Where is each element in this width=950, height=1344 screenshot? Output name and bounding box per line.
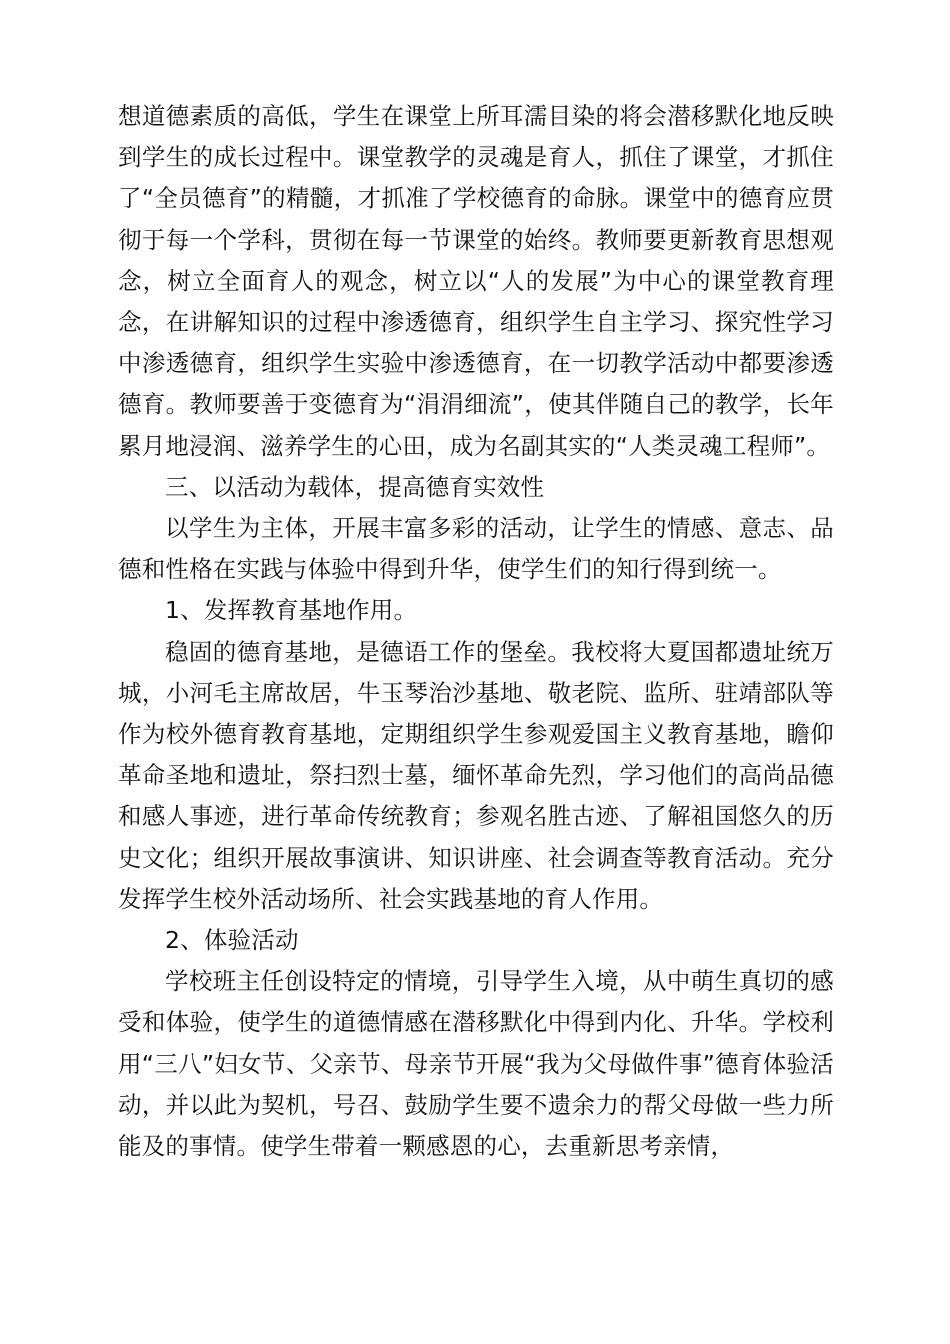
document-body bbox=[118, 96, 834, 1167]
paragraph-base: 稳固的德育基地，是德语工作的堡垒。我校将大夏国都遗址统万城，小河毛主席故居，牛玉琴治沙基地、敬老院、监所、驻靖部队等作为校外德育教育基地，定期组织学生参观爱国主义教育基地，瞻仰革命圣地和遗址，祭扫烈士墓，缅怀革命先烈，学习他们的高尚品德和感人事迹，进行革命传统教育；参观名胜古迹、了解祖国悠久的历史文化；组织开展故事演讲、知识讲座、社会调查等教育活动。充分发挥学生校外活动场所、社会实践基地的育人作用。 bbox=[118, 637, 834, 913]
subheading-2: 2、体验活动 bbox=[165, 926, 299, 955]
section-heading-3: 三、以活动为载体，提高德育实效性 bbox=[165, 472, 545, 501]
subheading-1: 1、发挥教育基地作用。 bbox=[165, 596, 418, 625]
paragraph-intro: 以学生为主体，开展丰富多彩的活动，让学生的情感、意志、品德和性格在实践与体验中得到升华，使学生们的知行得到统一。 bbox=[118, 514, 834, 584]
paragraph-continuation: 想道德素质的高低，学生在课堂上所耳濡目染的将会潜移默化地反映到学生的成长过程中。课堂教学的灵魂是育人，抓住了课堂，才抓住了“全员德育”的精髓，才抓准了学校德育的命脉。课堂中的德育应贯彻于每一个学科，贯彻在每一节课堂的始终。教师要更新教育思想观念，树立全面育人的观念，树立以“人的发展”为中心的课堂教育理念，在讲解知识的过程中渗透德育，组织学生自主学习、探究性学习中渗透德育，组织学生实验中渗透德育，在一切教学活动中都要渗透德育。教师要善于变德育为“涓涓细流”，使其伴随自己的教学，长年累月地浸润、滋养学生的心田，成为名副其实的“人类灵魂工程师”。 bbox=[118, 102, 834, 460]
paragraph-experience: 学校班主任创设特定的情境，引导学生入境，从中萌生真切的感受和体验，使学生的道德情感在潜移默化中得到内化、升华。学校利用“三八”妇女节、父亲节、母亲节开展“我为父母做件事”德育体验活动，并以此为契机，号召、鼓励学生要不遗余力的帮父母做一些力所能及的事情。使学生带着一颗感恩的心，去重新思考亲情， bbox=[118, 967, 834, 1161]
